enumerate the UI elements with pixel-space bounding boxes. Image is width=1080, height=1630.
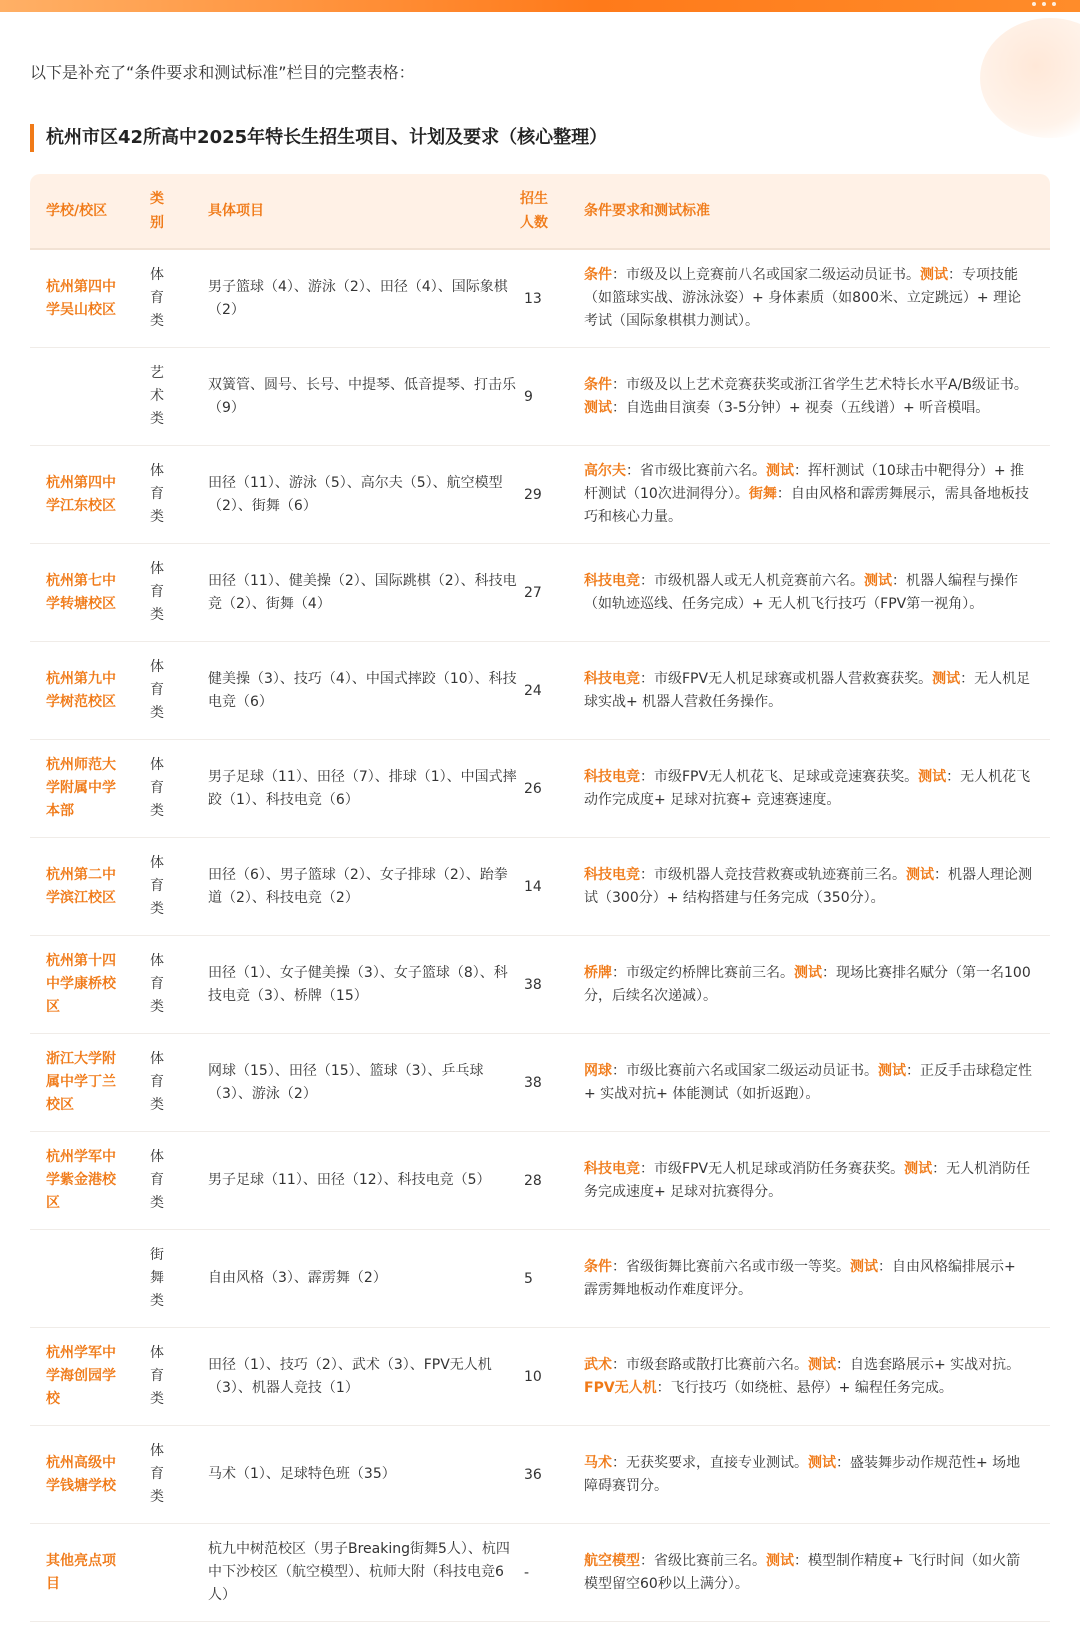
project-items: 马术（1）、足球特色班（35） <box>208 1466 396 1482</box>
category <box>150 1342 198 1411</box>
requirement-text: ：自由风格编排展示+ 霹雳舞地板动作难度评分。 <box>584 1258 1016 1298</box>
requirement-keyword: 测试 <box>850 1258 878 1275</box>
table-row <box>30 740 1050 838</box>
category <box>150 460 198 529</box>
category <box>150 656 198 725</box>
requirement-text: ：无人机足球实战+ 机器人营救任务操作。 <box>584 670 1031 710</box>
school-name-line: 杭州学军中 <box>46 1149 116 1165</box>
category <box>150 1146 198 1215</box>
quota-count: 26 <box>524 780 542 797</box>
requirements <box>582 1256 1050 1302</box>
requirement-keyword: 航空模型 <box>584 1552 640 1569</box>
requirements <box>582 1354 1050 1400</box>
school-name-line: 杭州师范大 <box>46 757 116 773</box>
requirement-text: ：无人机花飞动作完成度+ 足球对抗赛+ 竞速赛速度。 <box>584 768 1031 808</box>
requirement-keyword: 条件 <box>584 376 612 393</box>
header-quota-line: 招生 <box>520 191 548 207</box>
header-category <box>150 187 198 235</box>
category-char: 育 <box>150 682 164 698</box>
school-name-line: 杭州第四中 <box>46 474 116 491</box>
table-body <box>30 250 1050 1622</box>
requirement-keyword: 桥牌 <box>584 964 612 981</box>
requirement-keyword: 马术 <box>584 1454 612 1471</box>
requirement-keyword: 测试 <box>766 463 794 479</box>
requirement-text: ：市级套路或散打比赛前六名。 <box>612 1356 808 1373</box>
requirement-text: ：市级机器人或无人机竞赛前六名。 <box>640 572 864 589</box>
school-name-line: 学紫金港校 <box>46 1172 116 1188</box>
school-name-line: 学附属中学 <box>46 780 116 796</box>
requirement-text: ：机器人理论测试（300分）+ 结构搭建与任务完成（350分）。 <box>584 866 1032 906</box>
requirement-text: ：挥杆测试（10球击中靶得分）+ 推杆测试（10次进洞得分）。 <box>584 463 1024 502</box>
category-char: 育 <box>150 976 164 992</box>
school-name <box>30 864 150 910</box>
project-items: 男子足球（11）、田径（7）、排球（1）、中国式摔跤（1）、科技电竞（6） <box>208 768 517 808</box>
quota-count: 14 <box>524 878 542 895</box>
category-char: 体 <box>150 1149 164 1165</box>
project-items: 田径（11）、健美操（2）、国际跳棋（2）、科技电竞（2）、街舞（4） <box>208 572 517 612</box>
category-char: 类 <box>150 1391 164 1407</box>
requirement-keyword: 条件 <box>584 1258 612 1275</box>
requirement-text: ：省级街舞比赛前六名或市级一等奖。 <box>612 1258 850 1275</box>
table-row <box>30 1132 1050 1230</box>
admissions-table <box>30 174 1050 1622</box>
project-items: 双簧管、圆号、长号、中提琴、低音提琴、打击乐（9） <box>208 376 516 416</box>
requirement-text: ：市级及以上艺术竞赛获奖或浙江省学生艺术特长水平A/B级证书。 <box>612 376 1028 393</box>
header-quota <box>520 187 582 235</box>
requirement-text: ：市级及以上竞赛前八名或国家二级运动员证书。 <box>612 267 920 283</box>
intro-text: 以下是补充了“条件要求和测试标准”栏目的完整表格： <box>30 63 415 82</box>
school-name <box>30 276 150 322</box>
school-name-line: 浙江大学附 <box>46 1051 116 1067</box>
requirements <box>582 962 1050 1008</box>
requirement-text: ：飞行技巧（如绕桩、悬停）+ 编程任务完成。 <box>656 1379 953 1396</box>
requirement-keyword: 测试 <box>584 399 612 416</box>
category <box>150 950 198 1019</box>
quota-count: 10 <box>524 1368 542 1385</box>
category-char: 类 <box>150 313 164 329</box>
category-char: 体 <box>150 953 164 969</box>
school-name-line: 杭州第四中 <box>46 278 116 295</box>
school-name-line: 属中学丁兰 <box>46 1074 116 1090</box>
category-char: 类 <box>150 607 164 623</box>
category-char: 类 <box>150 1293 164 1309</box>
quota-count: 28 <box>524 1172 542 1189</box>
project-items: 田径（11）、游泳（5）、高尔夫（5）、航空模型（2）、街舞（6） <box>208 474 503 514</box>
requirement-text: ：正反手击球稳定性+ 实战对抗+ 体能测试（如折返跑）。 <box>584 1062 1032 1102</box>
school-name-line: 本部 <box>46 803 74 819</box>
requirement-keyword: 科技电竞 <box>584 572 640 589</box>
requirement-keyword: FPV无人机 <box>584 1379 657 1396</box>
category-char: 类 <box>150 901 164 917</box>
category-char: 体 <box>150 1051 164 1067</box>
category <box>150 264 198 333</box>
school-name <box>30 1342 150 1411</box>
category-char: 类 <box>150 509 164 525</box>
category-char: 术 <box>150 388 164 404</box>
school-name-line: 校 <box>46 1391 60 1407</box>
requirement-keyword: 测试 <box>794 964 822 981</box>
project-items: 自由风格（3）、霹雳舞（2） <box>208 1270 387 1286</box>
requirement-keyword: 条件 <box>584 267 612 283</box>
category-char: 类 <box>150 1195 164 1211</box>
category-char: 类 <box>150 1489 164 1505</box>
table-row <box>30 936 1050 1034</box>
header-school: 学校/校区 <box>46 203 108 219</box>
table-title: 杭州市区42所高中2025年特长生招生项目、计划及要求（核心整理） <box>30 124 607 152</box>
school-name-line: 中学康桥校 <box>46 976 116 992</box>
requirement-text: ：省级比赛前三名。 <box>640 1552 766 1569</box>
requirement-keyword: 测试 <box>878 1062 906 1079</box>
school-name-line: 杭州学军中 <box>46 1345 116 1361</box>
requirement-keyword: 测试 <box>808 1454 836 1471</box>
requirement-keyword: 高尔夫 <box>584 463 626 479</box>
requirement-keyword: 测试 <box>766 1552 794 1569</box>
category-char: 类 <box>150 411 164 427</box>
category-char: 体 <box>150 267 164 283</box>
category-char: 体 <box>150 1443 164 1459</box>
category-char: 艺 <box>150 365 164 381</box>
school-name-line: 杭州第七中 <box>46 572 116 589</box>
category <box>150 1048 198 1117</box>
requirements <box>582 1550 1050 1596</box>
school-name-line: 学江东校区 <box>46 497 116 514</box>
requirement-text: ：无获奖要求，直接专业测试。 <box>612 1454 808 1471</box>
requirement-text: ：盛装舞步动作规范性+ 场地障碍赛罚分。 <box>584 1454 1021 1494</box>
requirement-keyword: 测试 <box>808 1356 836 1373</box>
requirements <box>582 766 1050 812</box>
category-char: 体 <box>150 659 164 675</box>
quota-count: 27 <box>524 584 542 601</box>
table-row <box>30 1328 1050 1426</box>
requirement-text: ：市级FPV无人机足球赛或机器人营救赛获奖。 <box>640 670 933 687</box>
category-char: 类 <box>150 803 164 819</box>
category <box>150 754 198 823</box>
table-row <box>30 250 1050 348</box>
quota-count: 38 <box>524 976 542 993</box>
project-items: 男子篮球（4）、游泳（2）、田径（4）、国际象棋（2） <box>208 278 508 318</box>
project-items: 田径（1）、女子健美操（3）、女子篮球（8）、科技电竞（3）、桥牌（15） <box>208 964 508 1004</box>
requirement-keyword: 测试 <box>918 768 947 785</box>
table-row <box>30 642 1050 740</box>
category-char: 育 <box>150 1074 164 1090</box>
decorative-blob <box>980 18 1080 138</box>
header-quota-line: 人数 <box>520 215 548 231</box>
requirement-text: ：机器人编程与操作（如轨迹巡线、任务完成）+ 无人机飞行技巧（FPV第一视角）。 <box>584 572 1018 612</box>
school-name-line: 校区 <box>46 1097 74 1113</box>
requirements <box>582 1158 1050 1204</box>
requirement-keyword: 科技电竞 <box>584 866 640 883</box>
school-name-line: 杭州第二中 <box>46 866 116 883</box>
requirement-text: ：省市级比赛前六名。 <box>626 463 766 479</box>
header-category-line: 别 <box>150 215 164 231</box>
school-name <box>30 1146 150 1215</box>
requirement-text: ：市级比赛前六名或国家二级运动员证书。 <box>612 1062 878 1079</box>
requirement-text: ：市级机器人竞技营救赛或轨迹赛前三名。 <box>640 866 906 883</box>
category <box>150 1440 198 1509</box>
category-char: 育 <box>150 780 164 796</box>
category-char: 育 <box>150 1466 164 1482</box>
requirement-text: ：市级定约桥牌比赛前三名。 <box>612 964 794 981</box>
requirement-text: ：市级FPV无人机花飞、足球或竞速赛获奖。 <box>640 768 919 785</box>
category <box>150 558 198 627</box>
category-char: 育 <box>150 1172 164 1188</box>
school-name-line: 其他亮点项 <box>46 1552 116 1569</box>
requirement-keyword: 科技电竞 <box>584 670 640 687</box>
requirement-keyword: 测试 <box>932 670 961 687</box>
requirement-keyword: 武术 <box>584 1356 612 1373</box>
top-accent-bar <box>0 0 1080 12</box>
category-char: 育 <box>150 486 164 502</box>
school-name <box>30 1452 150 1498</box>
category-char: 街 <box>150 1247 164 1263</box>
requirements <box>582 1060 1050 1106</box>
project-items: 田径（6）、男子篮球（2）、女子排球（2）、跆拳道（2）、科技电竞（2） <box>208 866 508 906</box>
quota-count: 38 <box>524 1074 542 1091</box>
requirement-keyword: 测试 <box>920 267 948 283</box>
table-row <box>30 348 1050 446</box>
requirement-text: ：无人机消防任务完成速度+ 足球对抗赛得分。 <box>584 1160 1031 1200</box>
category-char: 体 <box>150 855 164 871</box>
category-char: 类 <box>150 1097 164 1113</box>
requirement-keyword: 科技电竞 <box>584 768 640 785</box>
table-row <box>30 446 1050 544</box>
quota-count: - <box>524 1564 530 1581</box>
table-row <box>30 1034 1050 1132</box>
school-name <box>30 754 150 823</box>
category-char: 育 <box>150 1368 164 1384</box>
requirements <box>582 570 1050 616</box>
requirements <box>582 374 1050 420</box>
category-char: 体 <box>150 561 164 577</box>
requirements <box>582 864 1050 910</box>
requirement-keyword: 测试 <box>864 572 892 589</box>
requirements <box>582 668 1050 714</box>
school-name-line: 学转塘校区 <box>46 595 116 612</box>
category-char: 体 <box>150 757 164 773</box>
school-name <box>30 1550 150 1596</box>
project-items: 网球（15）、田径（15）、篮球（3）、乒乓球（3）、游泳（2） <box>208 1062 484 1102</box>
requirement-text: ：自由风格和霹雳舞展示，需具备地板技巧和核心力量。 <box>584 486 1029 525</box>
project-items: 男子足球（11）、田径（12）、科技电竞（5） <box>208 1172 491 1188</box>
school-name-line: 学树范校区 <box>46 693 116 710</box>
quota-count: 9 <box>524 388 533 405</box>
quota-count: 13 <box>524 290 542 307</box>
quota-count: 36 <box>524 1466 542 1483</box>
school-name-line: 学滨江校区 <box>46 889 116 906</box>
requirement-text: ：市级FPV无人机足球或消防任务赛获奖。 <box>640 1160 905 1177</box>
quota-count: 29 <box>524 486 542 503</box>
category <box>150 1244 198 1313</box>
school-name <box>30 1048 150 1117</box>
category-char: 体 <box>150 1345 164 1361</box>
category <box>150 362 198 431</box>
requirement-text: ：自选套路展示+ 实战对抗。 <box>836 1356 1021 1373</box>
project-items: 田径（1）、技巧（2）、武术（3）、FPV无人机（3）、机器人竞技（1） <box>208 1356 492 1396</box>
header-items: 具体项目 <box>208 203 264 219</box>
category-char: 类 <box>150 705 164 721</box>
table-row <box>30 1230 1050 1328</box>
category <box>150 852 198 921</box>
school-name-line: 杭州第十四 <box>46 953 116 969</box>
window-dots <box>1032 2 1056 6</box>
requirement-keyword: 网球 <box>584 1062 612 1079</box>
header-requirements: 条件要求和测试标准 <box>584 203 710 219</box>
table-header <box>30 174 1050 250</box>
header-category-line: 类 <box>150 191 164 207</box>
school-name <box>30 570 150 616</box>
requirement-keyword: 科技电竞 <box>584 1160 640 1177</box>
category-char: 育 <box>150 878 164 894</box>
category-char: 育 <box>150 584 164 600</box>
quota-count: 5 <box>524 1270 533 1287</box>
requirement-text: ：模型制作精度+ 飞行时间（如火箭模型留空60秒以上满分）。 <box>584 1552 1021 1592</box>
requirements <box>582 264 1050 333</box>
requirement-text: ：现场比赛排名赋分（第一名100分，后续名次递减）。 <box>584 964 1031 1004</box>
school-name <box>30 950 150 1019</box>
school-name-line: 学钱塘学校 <box>46 1477 116 1494</box>
requirement-keyword: 测试 <box>904 1160 933 1177</box>
school-name <box>30 472 150 518</box>
school-name-line: 目 <box>46 1575 60 1592</box>
category-char: 育 <box>150 290 164 306</box>
table-row <box>30 544 1050 642</box>
requirement-keyword: 测试 <box>906 866 934 883</box>
school-name-line: 区 <box>46 1195 60 1211</box>
quota-count: 24 <box>524 682 542 699</box>
school-name <box>30 668 150 714</box>
school-name-line: 区 <box>46 999 60 1015</box>
table-row <box>30 1524 1050 1622</box>
table-row <box>30 838 1050 936</box>
category-char: 类 <box>150 999 164 1015</box>
school-name-line: 杭州高级中 <box>46 1454 116 1471</box>
category-char: 体 <box>150 463 164 479</box>
requirements <box>582 1452 1050 1498</box>
project-items: 健美操（3）、技巧（4）、中国式摔跤（10）、科技电竞（6） <box>208 670 517 710</box>
project-items: 杭九中树范校区（男子Breaking街舞5人）、杭四中下沙校区（航空模型）、杭师大附（科技电竞6人） <box>208 1541 510 1603</box>
table-row <box>30 1426 1050 1524</box>
category-char: 舞 <box>150 1270 164 1286</box>
requirement-keyword: 街舞 <box>748 486 777 502</box>
requirements <box>582 460 1050 529</box>
school-name-line: 学吴山校区 <box>46 301 116 318</box>
school-name-line: 杭州第九中 <box>46 670 116 687</box>
school-name-line: 学海创园学 <box>46 1368 116 1384</box>
requirement-text: ：自选曲目演奏（3-5分钟）+ 视奏（五线谱）+ 听音模唱。 <box>612 399 990 416</box>
requirement-text: ：专项技能（如篮球实战、游泳泳姿）+ 身体素质（如800米、立定跳远）+ 理论考试（国际象棋棋力测试）。 <box>584 267 1022 329</box>
